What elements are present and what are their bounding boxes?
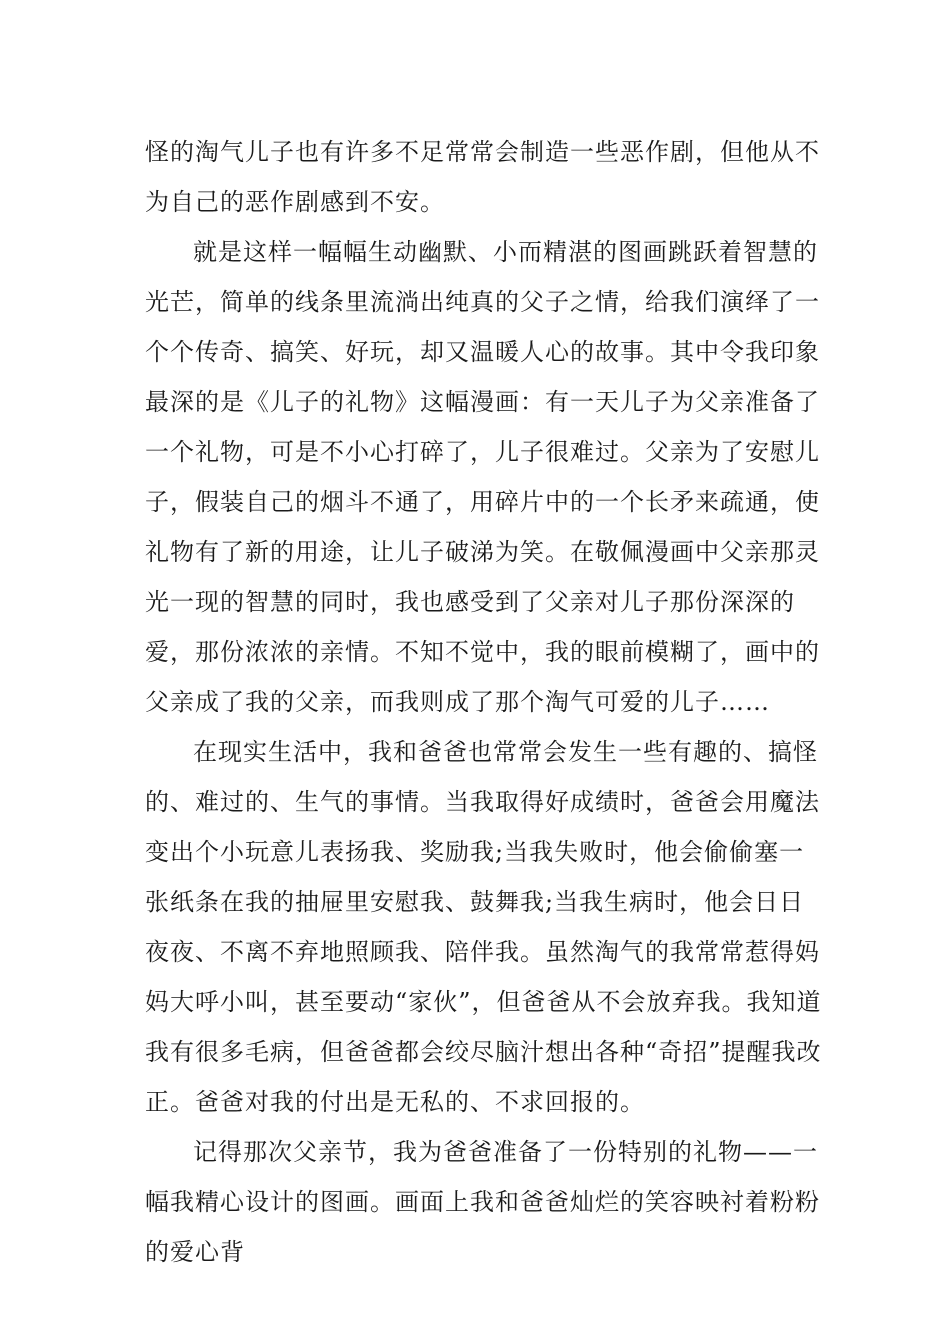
document-body bbox=[145, 127, 825, 1277]
paragraph-4: 记得那次父亲节，我为爸爸准备了一份特别的礼物——一幅我精心设计的图画。画面上我和爸爸灿烂的笑容映衬着粉粉的爱心背 bbox=[145, 1138, 820, 1266]
paragraph-3: 在现实生活中，我和爸爸也常常会发生一些有趣的、搞怪的、难过的、生气的事情。当我取得好成绩时，爸爸会用魔法变出个小玩意儿表扬我、奖励我;当我失败时，他会偷偷塞一张纸条在我的抽屉里安慰我、鼓舞我;当我生病时，他会日日夜夜、不离不弃地照顾我、陪伴我。虽然淘气的我常常惹得妈妈大呼小叫，甚至要动“家伙”，但爸爸从不会放弃我。我知道我有很多毛病，但爸爸都会绞尽脑汁想出各种“奇招”提醒我改正。爸爸对我的付出是无私的、不求回报的。 bbox=[145, 738, 822, 1116]
paragraph-1: 怪的淘气儿子也有许多不足常常会制造一些恶作剧，但他从不为自己的恶作剧感到不安。 bbox=[145, 138, 820, 216]
paragraph-2: 就是这样一幅幅生动幽默、小而精湛的图画跳跃着智慧的光芒，简单的线条里流淌出纯真的父子之情，给我们演绎了一个个传奇、搞笑、好玩，却又温暖人心的故事。其中令我印象最深的是《儿子的礼物》这幅漫画：有一天儿子为父亲准备了一个礼物，可是不小心打碎了，儿子很难过。父亲为了安慰儿子，假装自己的烟斗不通了，用碎片中的一个长矛来疏通，使礼物有了新的用途，让儿子破涕为笑。在敬佩漫画中父亲那灵光一现的智慧的同时，我也感受到了父亲对儿子那份深深的爱，那份浓浓的亲情。不知不觉中，我的眼前模糊了，画中的父亲成了我的父亲，而我则成了那个淘气可爱的儿子…… bbox=[145, 238, 820, 716]
